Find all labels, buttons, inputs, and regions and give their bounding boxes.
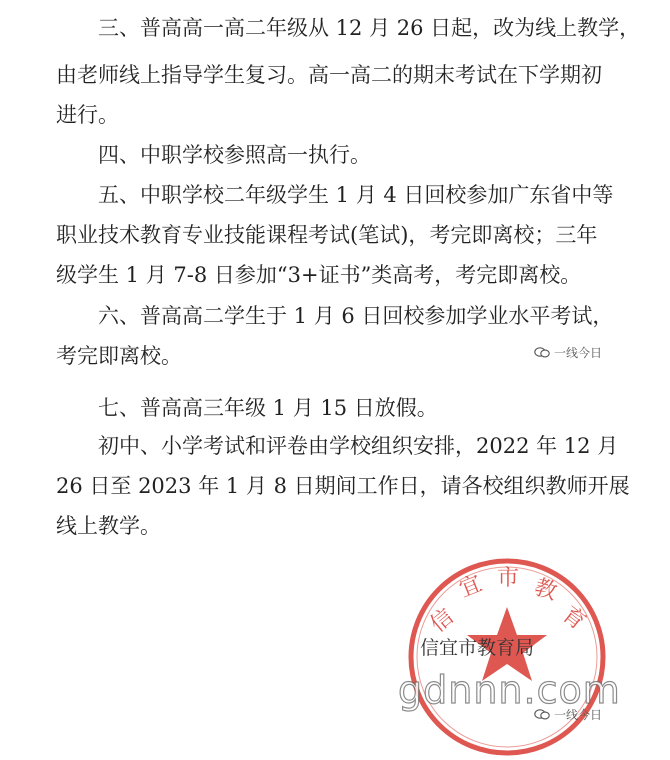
chat-bubbles-icon xyxy=(534,347,550,358)
paragraph-6-line-2: 考完即离校。 xyxy=(56,344,182,368)
paragraph-8-line-2: 26 日至 2023 年 1 月 8 日期间工作日，请各校组织教师开展 xyxy=(56,474,630,498)
signature-issuer: 信宜市教育局 xyxy=(420,637,535,659)
svg-text:信: 信 xyxy=(425,604,459,638)
chat-bubbles-icon xyxy=(534,709,550,720)
paragraph-3-line-3: 进行。 xyxy=(56,103,119,127)
paragraph-4: 四、中职学校参照高一执行。 xyxy=(98,143,371,167)
svg-text:宜: 宜 xyxy=(455,571,486,603)
account-name: 一线今日 xyxy=(554,346,603,360)
paragraph-7: 七、普高高三年级 1 月 15 日放假。 xyxy=(98,396,438,420)
paragraph-5-line-3: 级学生 1 月 7-8 日参加“3+证书”类高考，考完即离校。 xyxy=(56,263,582,287)
paragraph-5-line-2: 职业技术教育专业技能课程考试(笔试)，考完即离校；三年 xyxy=(56,223,598,247)
paragraph-5-line-1: 五、中职学校二年级学生 1 月 4 日回校参加广东省中等 xyxy=(98,183,614,207)
paragraph-8-line-1: 初中、小学考试和评卷由学校组织安排，2022 年 12 月 xyxy=(98,434,619,458)
svg-text:市: 市 xyxy=(497,566,520,591)
paragraph-3-line-1: 三、普高高一高二年级从 12 月 26 日起，改为线上教学， xyxy=(98,16,641,40)
account-name: 一线今日 xyxy=(554,708,603,722)
paragraph-8-line-3: 线上教学。 xyxy=(56,514,161,538)
paragraph-6-line-1: 六、普高高二学生于 1 月 6 日回校参加学业水平考试， xyxy=(98,304,614,328)
paragraph-3-line-2: 由老师线上指导学生复习。高一高二的期末考试在下学期初 xyxy=(56,63,602,87)
account-watermark-top xyxy=(534,344,602,361)
site-watermark: gdnnn.com xyxy=(398,668,621,712)
svg-text:教: 教 xyxy=(531,574,560,606)
svg-text:育: 育 xyxy=(557,602,591,636)
account-watermark-bottom xyxy=(534,706,602,723)
